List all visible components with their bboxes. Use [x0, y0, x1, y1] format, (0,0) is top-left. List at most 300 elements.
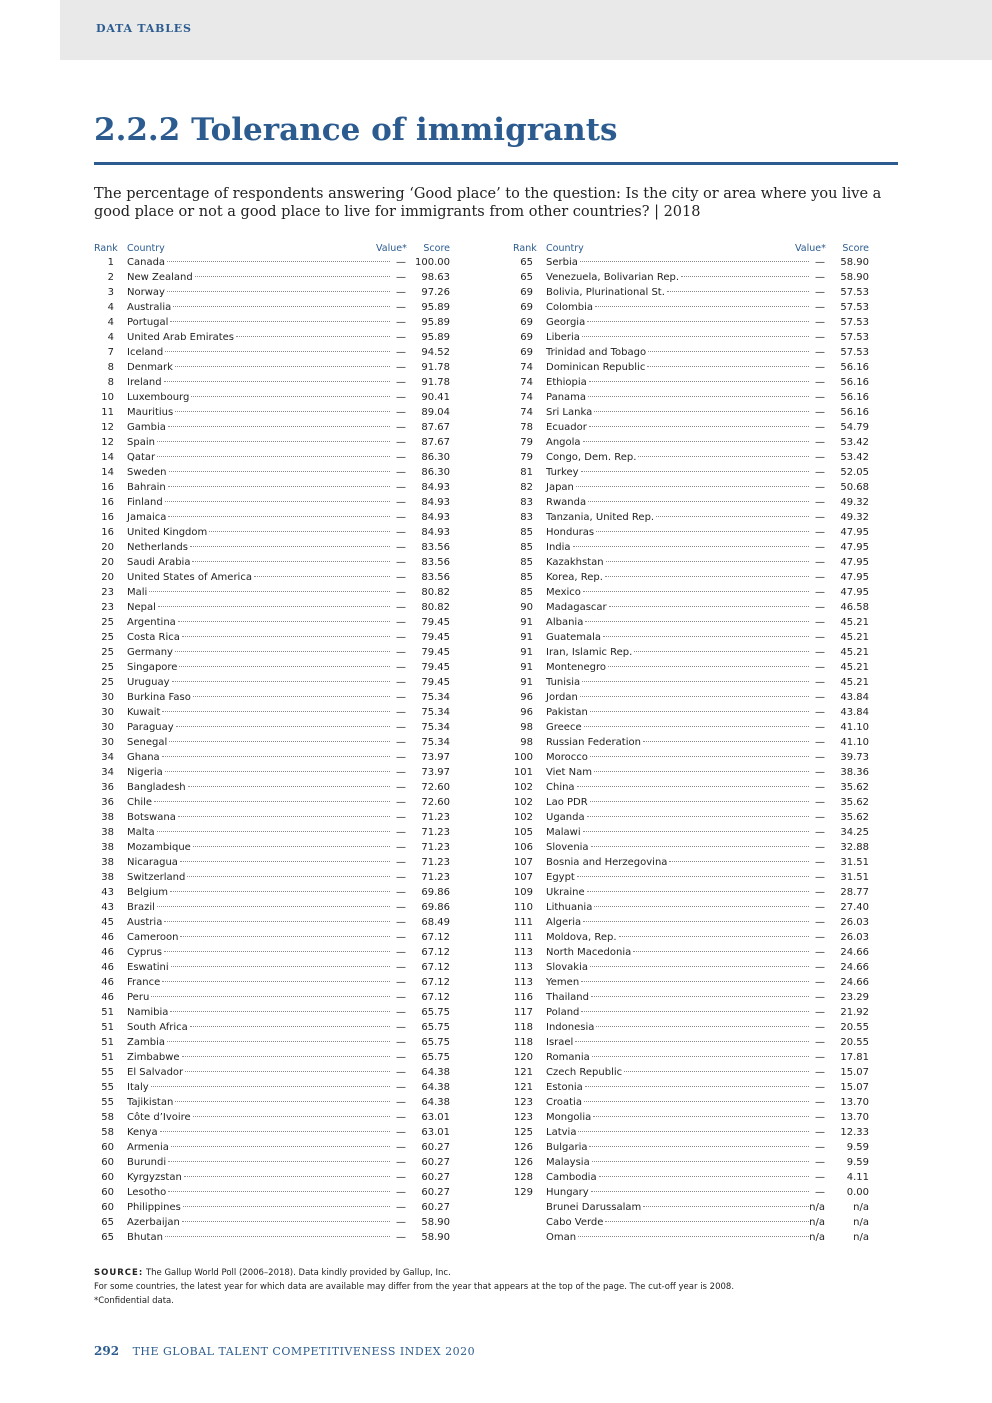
- country-name: Slovenia: [546, 842, 589, 853]
- country-cell: [546, 600, 811, 615]
- value-cell: —: [396, 737, 406, 748]
- value-cell: —: [815, 917, 825, 928]
- rank-cell: 46: [101, 932, 114, 943]
- country-name: Brunei Darussalam: [546, 1202, 642, 1213]
- rank-cell: 126: [513, 1157, 533, 1168]
- dot-leader: [164, 921, 390, 922]
- value-cell: —: [396, 407, 406, 418]
- rank-cell: 2: [107, 272, 114, 283]
- header-band: [60, 0, 992, 60]
- country-cell: [127, 1020, 392, 1035]
- rank-cell: 121: [513, 1082, 533, 1093]
- dot-leader: [667, 291, 809, 292]
- score-cell: 47.95: [840, 542, 869, 553]
- dot-leader: [168, 486, 390, 487]
- country-cell: [127, 765, 392, 780]
- rank-cell: 106: [513, 842, 533, 853]
- country-cell: [546, 480, 811, 495]
- value-cell: —: [815, 407, 825, 418]
- rank-cell: 4: [107, 317, 114, 328]
- score-cell: 83.56: [421, 572, 450, 583]
- country-cell: [127, 885, 392, 900]
- rank-cell: 60: [101, 1142, 114, 1153]
- value-cell: —: [815, 1142, 825, 1153]
- score-cell: 63.01: [421, 1127, 450, 1138]
- country-name: South Africa: [127, 1022, 188, 1033]
- rank-cell: 91: [520, 647, 533, 658]
- score-cell: 34.25: [840, 827, 869, 838]
- score-cell: 84.93: [421, 497, 450, 508]
- country-name: Switzerland: [127, 872, 186, 883]
- table-subtitle: The percentage of respondents answering ‘Good place’ to the question: Is the city or area where you live a good place or not a good place to live for immigrants from other countries? | 2018: [94, 186, 882, 220]
- score-cell: 24.66: [840, 962, 869, 973]
- value-cell: —: [815, 812, 825, 823]
- country-cell: [546, 1125, 811, 1140]
- value-cell: —: [396, 362, 406, 373]
- country-name: France: [127, 977, 161, 988]
- score-cell: 65.75: [421, 1037, 450, 1048]
- dot-leader: [169, 741, 390, 742]
- rank-cell: 14: [101, 467, 114, 478]
- dot-leader: [638, 456, 809, 457]
- rank-cell: 51: [101, 1037, 114, 1048]
- score-cell: 47.95: [840, 527, 869, 538]
- value-cell: —: [396, 962, 406, 973]
- value-cell: —: [815, 662, 825, 673]
- country-cell: [127, 255, 392, 270]
- country-cell: [127, 1185, 392, 1200]
- dot-leader: [656, 516, 809, 517]
- score-cell: 57.53: [840, 347, 869, 358]
- country-name: Nepal: [127, 602, 156, 613]
- score-cell: 71.23: [421, 812, 450, 823]
- page-title: 2.2.2 Tolerance of immigrants: [94, 112, 618, 148]
- country-name: Netherlands: [127, 542, 188, 553]
- country-name: Cyprus: [127, 947, 162, 958]
- country-name: Algeria: [546, 917, 582, 928]
- country-cell: [546, 690, 811, 705]
- score-cell: 15.07: [840, 1082, 869, 1093]
- country-cell: [546, 645, 811, 660]
- score-cell: 43.84: [840, 692, 869, 703]
- score-cell: 26.03: [840, 932, 869, 943]
- score-cell: 65.75: [421, 1052, 450, 1063]
- value-cell: —: [815, 467, 825, 478]
- rank-cell: 46: [101, 977, 114, 988]
- rank-cell: 8: [107, 362, 114, 373]
- value-cell: —: [396, 302, 406, 313]
- dot-leader: [583, 921, 809, 922]
- dot-leader: [591, 846, 809, 847]
- dot-leader: [193, 846, 390, 847]
- dot-leader: [609, 606, 809, 607]
- value-cell: —: [815, 902, 825, 913]
- score-cell: 64.38: [421, 1067, 450, 1078]
- dot-leader: [585, 1086, 809, 1087]
- dot-leader: [190, 546, 390, 547]
- country-cell: [546, 810, 811, 825]
- value-cell: —: [396, 662, 406, 673]
- dot-leader: [580, 261, 809, 262]
- country-cell: [127, 960, 392, 975]
- dot-leader: [593, 1116, 809, 1117]
- country-name: New Zealand: [127, 272, 193, 283]
- country-cell: [127, 1230, 392, 1245]
- rank-cell: 25: [101, 662, 114, 673]
- country-cell: [127, 930, 392, 945]
- score-cell: 49.32: [840, 497, 869, 508]
- score-cell: 46.58: [840, 602, 869, 613]
- country-cell: [546, 720, 811, 735]
- country-cell: [127, 855, 392, 870]
- dot-leader: [162, 981, 390, 982]
- score-cell: 45.21: [840, 662, 869, 673]
- dot-leader: [170, 891, 390, 892]
- country-name: Cambodia: [546, 1172, 597, 1183]
- dot-leader: [173, 306, 390, 307]
- country-cell: [546, 300, 811, 315]
- score-cell: 57.53: [840, 302, 869, 313]
- country-cell: [127, 420, 392, 435]
- country-name: Latvia: [546, 1127, 577, 1138]
- country-cell: [546, 270, 811, 285]
- dot-leader: [162, 711, 390, 712]
- dot-leader: [165, 501, 390, 502]
- rank-cell: 69: [520, 287, 533, 298]
- country-cell: [546, 390, 811, 405]
- rank-cell: 74: [520, 407, 533, 418]
- score-cell: 41.10: [840, 737, 869, 748]
- country-cell: [127, 300, 392, 315]
- country-name: Zimbabwe: [127, 1052, 180, 1063]
- dot-leader: [583, 591, 809, 592]
- rank-cell: 60: [101, 1202, 114, 1213]
- score-cell: 47.95: [840, 587, 869, 598]
- country-name: Bolivia, Plurinational St.: [546, 287, 665, 298]
- dot-leader: [576, 486, 809, 487]
- score-cell: 75.34: [421, 737, 450, 748]
- rank-cell: 55: [101, 1082, 114, 1093]
- country-name: Congo, Dem. Rep.: [546, 452, 637, 463]
- score-cell: 91.78: [421, 362, 450, 373]
- rank-cell: 55: [101, 1067, 114, 1078]
- value-cell: —: [815, 677, 825, 688]
- dot-leader: [584, 726, 809, 727]
- country-cell: [546, 450, 811, 465]
- country-cell: [127, 870, 392, 885]
- country-name: Ghana: [127, 752, 160, 763]
- dot-leader: [581, 1011, 809, 1012]
- score-cell: 21.92: [840, 1007, 869, 1018]
- value-cell: —: [396, 272, 406, 283]
- rank-cell: 20: [101, 542, 114, 553]
- dot-leader: [167, 291, 390, 292]
- value-cell: —: [396, 857, 406, 868]
- dot-leader: [595, 306, 809, 307]
- score-cell: 71.23: [421, 872, 450, 883]
- country-name: Korea, Rep.: [546, 572, 603, 583]
- country-name: Tajikistan: [127, 1097, 174, 1108]
- score-cell: 45.21: [840, 632, 869, 643]
- dot-leader: [589, 1146, 809, 1147]
- country-name: Estonia: [546, 1082, 583, 1093]
- value-cell: —: [396, 377, 406, 388]
- rank-cell: 4: [107, 332, 114, 343]
- score-cell: 35.62: [840, 812, 869, 823]
- dot-leader: [167, 1041, 390, 1042]
- value-cell: —: [815, 947, 825, 958]
- rank-cell: 69: [520, 332, 533, 343]
- rank-cell: 85: [520, 542, 533, 553]
- rank-cell: 74: [520, 362, 533, 373]
- score-cell: n/a: [853, 1232, 869, 1243]
- country-name: Philippines: [127, 1202, 181, 1213]
- country-cell: [127, 510, 392, 525]
- country-cell: [546, 1185, 811, 1200]
- dot-leader: [583, 441, 809, 442]
- value-cell: —: [396, 992, 406, 1003]
- value-cell: —: [396, 722, 406, 733]
- country-cell: [546, 630, 811, 645]
- value-cell: —: [815, 797, 825, 808]
- country-cell: [546, 465, 811, 480]
- country-cell: [127, 1095, 392, 1110]
- score-cell: 60.27: [421, 1172, 450, 1183]
- score-cell: 67.12: [421, 977, 450, 988]
- dot-leader: [178, 621, 390, 622]
- value-cell: —: [815, 287, 825, 298]
- rank-cell: 16: [101, 527, 114, 538]
- value-cell: —: [815, 482, 825, 493]
- dot-leader: [587, 891, 809, 892]
- score-cell: 31.51: [840, 857, 869, 868]
- country-cell: [127, 525, 392, 540]
- rank-cell: 25: [101, 632, 114, 643]
- score-cell: 86.30: [421, 452, 450, 463]
- country-name: Ukraine: [546, 887, 585, 898]
- score-cell: 75.34: [421, 707, 450, 718]
- source-note: [94, 1266, 898, 1280]
- dot-leader: [157, 831, 390, 832]
- country-name: Austria: [127, 917, 163, 928]
- value-cell: —: [396, 1232, 406, 1243]
- country-name: Venezuela, Bolivarian Rep.: [546, 272, 680, 283]
- score-cell: 89.04: [421, 407, 450, 418]
- value-cell: —: [396, 1127, 406, 1138]
- value-cell: —: [815, 527, 825, 538]
- dot-leader: [164, 381, 390, 382]
- rank-header: Rank: [513, 243, 537, 254]
- country-cell: [546, 435, 811, 450]
- value-cell: —: [396, 707, 406, 718]
- dot-leader: [188, 786, 390, 787]
- rank-cell: 96: [520, 707, 533, 718]
- rank-cell: 123: [513, 1112, 533, 1123]
- rank-cell: 128: [513, 1172, 533, 1183]
- score-cell: 68.49: [421, 917, 450, 928]
- country-name: Pakistan: [546, 707, 588, 718]
- country-name: Croatia: [546, 1097, 582, 1108]
- score-cell: 80.82: [421, 602, 450, 613]
- country-cell: [127, 585, 392, 600]
- confidential-note: *Confidential data.: [94, 1296, 174, 1306]
- country-name: Greece: [546, 722, 582, 733]
- rank-cell: 25: [101, 647, 114, 658]
- country-cell: [127, 570, 392, 585]
- value-cell: —: [396, 602, 406, 613]
- rank-cell: 79: [520, 437, 533, 448]
- country-name: Liberia: [546, 332, 580, 343]
- score-cell: 52.05: [840, 467, 869, 478]
- country-name: Zambia: [127, 1037, 165, 1048]
- value-cell: —: [815, 1097, 825, 1108]
- value-cell: —: [396, 467, 406, 478]
- value-cell: —: [815, 767, 825, 778]
- dot-leader: [179, 666, 390, 667]
- dot-leader: [580, 696, 809, 697]
- country-name: Mali: [127, 587, 148, 598]
- rank-cell: 107: [513, 857, 533, 868]
- score-cell: 71.23: [421, 827, 450, 838]
- score-cell: 87.67: [421, 422, 450, 433]
- rank-cell: 55: [101, 1097, 114, 1108]
- country-cell: [127, 1035, 392, 1050]
- country-name: United Arab Emirates: [127, 332, 235, 343]
- country-name: Jordan: [546, 692, 578, 703]
- country-name: Albania: [546, 617, 584, 628]
- country-cell: [546, 750, 811, 765]
- rank-cell: 65: [520, 272, 533, 283]
- country-cell: [546, 840, 811, 855]
- rank-cell: 11: [101, 407, 114, 418]
- score-cell: 94.52: [421, 347, 450, 358]
- value-cell: —: [815, 1187, 825, 1198]
- country-cell: [127, 750, 392, 765]
- dot-leader: [575, 1041, 809, 1042]
- country-name: Iceland: [127, 347, 164, 358]
- country-name: Oman: [546, 1232, 577, 1243]
- country-cell: [546, 1080, 811, 1095]
- value-cell: —: [815, 317, 825, 328]
- value-cell: —: [396, 692, 406, 703]
- country-cell: [127, 1110, 392, 1125]
- score-cell: 15.07: [840, 1067, 869, 1078]
- country-cell: [127, 540, 392, 555]
- country-cell: [546, 405, 811, 420]
- country-name: Rwanda: [546, 497, 587, 508]
- rank-cell: 100: [513, 752, 533, 763]
- country-name: Spain: [127, 437, 155, 448]
- dot-leader: [599, 1176, 809, 1177]
- score-cell: 100.00: [415, 257, 450, 268]
- value-cell: —: [396, 632, 406, 643]
- score-cell: 86.30: [421, 467, 450, 478]
- value-cell: —: [396, 1037, 406, 1048]
- country-name: Cameroon: [127, 932, 179, 943]
- country-name: Eswatini: [127, 962, 169, 973]
- dot-leader: [603, 636, 809, 637]
- country-cell: [127, 1050, 392, 1065]
- country-cell: [546, 375, 811, 390]
- country-name: Jamaica: [127, 512, 167, 523]
- country-cell: [127, 810, 392, 825]
- score-cell: 24.66: [840, 977, 869, 988]
- country-header: Country: [127, 243, 165, 254]
- rank-cell: 102: [513, 797, 533, 808]
- dot-leader: [577, 876, 809, 877]
- rank-cell: 16: [101, 482, 114, 493]
- data-year-note: For some countries, the latest year for which data are available may differ from the year that appears at the top of the page. The cut-off year is 2008.: [94, 1282, 735, 1292]
- score-cell: 35.62: [840, 797, 869, 808]
- country-name: Bahrain: [127, 482, 166, 493]
- dot-leader: [254, 576, 390, 577]
- value-cell: —: [396, 917, 406, 928]
- rank-cell: 121: [513, 1067, 533, 1078]
- rank-cell: 60: [101, 1172, 114, 1183]
- country-name: Serbia: [546, 257, 578, 268]
- value-cell: —: [815, 752, 825, 763]
- dot-leader: [158, 606, 390, 607]
- country-name: Malaysia: [546, 1157, 590, 1168]
- rank-cell: 98: [520, 737, 533, 748]
- score-cell: 67.12: [421, 962, 450, 973]
- value-cell: —: [815, 1022, 825, 1033]
- dot-leader: [643, 741, 809, 742]
- rank-cell: 8: [107, 377, 114, 388]
- score-cell: 13.70: [840, 1112, 869, 1123]
- value-cell: —: [396, 1172, 406, 1183]
- rank-cell: 45: [101, 917, 114, 928]
- country-name: Côte d’Ivoire: [127, 1112, 191, 1123]
- country-cell: [546, 510, 811, 525]
- dot-leader: [164, 951, 390, 952]
- score-cell: 79.45: [421, 677, 450, 688]
- score-cell: 54.79: [840, 422, 869, 433]
- rank-cell: 36: [101, 782, 114, 793]
- country-cell: [127, 330, 392, 345]
- value-cell: —: [396, 782, 406, 793]
- rank-cell: 113: [513, 947, 533, 958]
- score-cell: 73.97: [421, 752, 450, 763]
- score-cell: 87.67: [421, 437, 450, 448]
- rank-cell: 58: [101, 1127, 114, 1138]
- score-cell: 84.93: [421, 482, 450, 493]
- score-cell: 80.82: [421, 587, 450, 598]
- rank-cell: 16: [101, 497, 114, 508]
- publication-title: THE GLOBAL TALENT COMPETITIVENESS INDEX 2020: [132, 1345, 476, 1358]
- country-name: Finland: [127, 497, 163, 508]
- dot-leader: [581, 981, 809, 982]
- country-cell: [546, 1230, 811, 1245]
- country-name: Bulgaria: [546, 1142, 588, 1153]
- dot-leader: [157, 441, 390, 442]
- score-cell: 79.45: [421, 617, 450, 628]
- score-cell: 4.11: [846, 1172, 869, 1183]
- score-cell: 58.90: [421, 1232, 450, 1243]
- country-cell: [546, 1095, 811, 1110]
- value-cell: —: [396, 1112, 406, 1123]
- rank-cell: 12: [101, 422, 114, 433]
- rank-cell: 65: [101, 1217, 114, 1228]
- score-cell: 64.38: [421, 1082, 450, 1093]
- rank-cell: 102: [513, 812, 533, 823]
- value-cell: —: [815, 782, 825, 793]
- value-cell: —: [396, 527, 406, 538]
- rank-cell: 111: [513, 917, 533, 928]
- dot-leader: [167, 261, 390, 262]
- dot-leader: [681, 276, 809, 277]
- country-cell: [546, 825, 811, 840]
